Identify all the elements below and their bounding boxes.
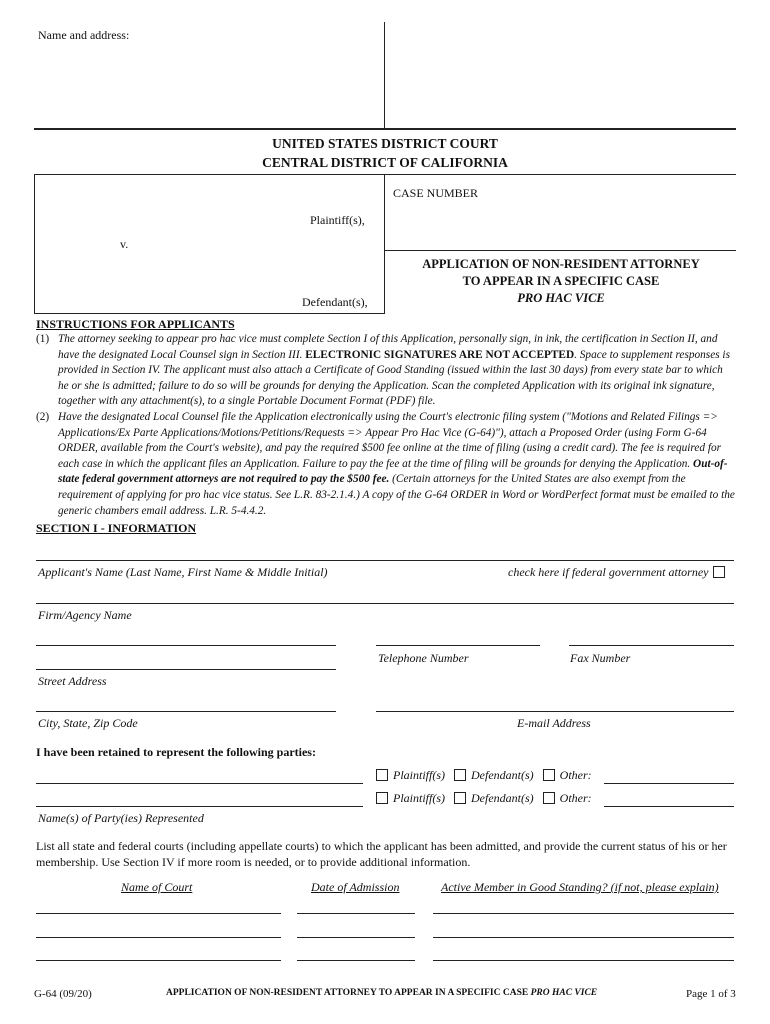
instruction-1-bold: ELECTRONIC SIGNATURES ARE NOT ACCEPTED — [305, 348, 575, 361]
col-name-of-court: Name of Court — [121, 880, 193, 894]
party-name-field-1[interactable] — [36, 783, 363, 784]
col-good-standing: Active Member in Good Standing? (if not, please explain) — [441, 880, 719, 894]
instructions-list — [36, 332, 736, 519]
caption-top-rule — [34, 174, 736, 175]
caption-left-border — [34, 174, 35, 314]
col-date-of-admission: Date of Admission — [311, 880, 400, 894]
city-state-zip-label: City, State, Zip Code — [38, 716, 138, 730]
street-address-line-1[interactable] — [36, 645, 336, 646]
versus-label: v. — [120, 237, 129, 251]
section-1-heading: SECTION I - INFORMATION — [36, 521, 197, 535]
court-name — [34, 134, 736, 172]
parties-represented-label: Name(s) of Party(ies) Represented — [38, 811, 204, 825]
telephone-label: Telephone Number — [378, 651, 469, 665]
instruction-number-1: (1) — [36, 333, 50, 345]
court-line-2: CENTRAL DISTRICT OF CALIFORNIA — [262, 155, 508, 170]
case-number-rule — [384, 250, 736, 251]
plaintiff-checkbox-1[interactable] — [376, 769, 388, 781]
instruction-2-text-b: (Certain attorneys for the United States are also exempt from the requirement of applying for pro hac vice status. See L.R. 83-2.1.4.) A copy of the G-64 ORDER in Word or WordPerfect format must be emailed to the generic chambers email address. L.R. 5-4.4.2. — [58, 473, 735, 517]
court-line-1: UNITED STATES DISTRICT COURT — [272, 136, 498, 151]
title-line-1: APPLICATION OF NON-RESIDENT ATTORNEY — [422, 257, 700, 271]
fax-field[interactable] — [569, 645, 734, 646]
email-field[interactable] — [376, 711, 734, 712]
party-row-1 — [376, 768, 592, 783]
defendants-label: Defendant(s), — [302, 295, 368, 309]
instruction-item-2 — [36, 410, 736, 519]
caption-divider — [384, 174, 385, 314]
case-number-label: CASE NUMBER — [393, 186, 479, 200]
street-address-line-2[interactable] — [36, 669, 336, 670]
instruction-item-1 — [36, 332, 736, 410]
good-standing-field-1[interactable] — [433, 913, 734, 914]
other-checkbox-1[interactable] — [543, 769, 555, 781]
defendant-label-2: Defendant(s) — [471, 791, 534, 805]
instruction-2-text-a: Have the designated Local Counsel file the Application electronically using the Court's electronic filing system ("Motions and Related Filings => Applications/Ex Parte Applications/Motions/Petitions/Requests => Appear Pro Hac Vice (G-64)"), attach a Proposed Order (using Form G-64 ORDER, available from the Court's website), and pay the required $500 fee online at the time of filing (using a credit card). The fee is required for each case in which the applicant files an Application. Failure to pay the fee at the time of filing will be grounds for denying the Application. — [58, 410, 722, 470]
instructions-heading: INSTRUCTIONS FOR APPLICANTS — [36, 317, 235, 331]
application-title — [386, 256, 736, 307]
instruction-1-text-b: . Space to supplement responses is provided in Section IV. The applicant must also attach a Certificate of Good Standing (issued within the last 30 days) from every state bar to which he or she is admitted; failure to do so will be grounds for denying the Application. Scan the completed Application with its original ink signature, together with any attachment(s), to a single Portable Document Format (PDF) file. — [58, 348, 730, 408]
header-rule — [34, 128, 736, 130]
federal-attorney-label: check here if federal government attorney — [508, 565, 709, 579]
telephone-field[interactable] — [376, 645, 540, 646]
other-field-2[interactable] — [604, 806, 734, 807]
applicant-name-field[interactable] — [36, 560, 734, 561]
footer-title — [166, 988, 597, 998]
court-name-field-2[interactable] — [36, 937, 281, 938]
city-state-zip-field[interactable] — [36, 711, 336, 712]
footer-form-id: G-64 (09/20) — [34, 988, 92, 1000]
federal-attorney-check[interactable] — [508, 565, 730, 580]
other-label-2: Other: — [559, 791, 592, 805]
defendant-checkbox-1[interactable] — [454, 769, 466, 781]
email-label: E-mail Address — [517, 716, 591, 730]
title-line-3: PRO HAC VICE — [517, 291, 605, 305]
fax-label: Fax Number — [570, 651, 631, 665]
plaintiff-label-1: Plaintiff(s) — [393, 768, 445, 782]
footer-title-text: APPLICATION OF NON-RESIDENT ATTORNEY TO APPEAR IN A SPECIFIC CASE — [166, 988, 529, 998]
instruction-2-bold: Out-of-state federal government attorneys are not required to pay the $500 fee. — [58, 457, 728, 486]
other-field-1[interactable] — [604, 783, 734, 784]
court-name-field-3[interactable] — [36, 960, 281, 961]
footer-page-number: Page 1 of 3 — [686, 988, 736, 1000]
good-standing-field-3[interactable] — [433, 960, 734, 961]
courts-intro: List all state and federal courts (including appellate courts) to which the applicant has been admitted, and provide the current status of his or her membership. Use Section IV if more room is needed, or to provide additional information. — [36, 839, 727, 869]
instruction-1-text-a: The attorney seeking to appear pro hac vice must complete Section I of this Application, personally sign, in ink, the certification in Section II, and have the designated Local Counsel sign in Section III. — [58, 333, 718, 361]
admission-date-field-3[interactable] — [297, 960, 415, 961]
header-divider — [384, 22, 385, 128]
admission-date-field-2[interactable] — [297, 937, 415, 938]
defendant-checkbox-2[interactable] — [454, 792, 466, 804]
footer-title-italic: PRO HAC VICE — [530, 988, 598, 998]
court-name-field-1[interactable] — [36, 913, 281, 914]
plaintiff-checkbox-2[interactable] — [376, 792, 388, 804]
firm-name-label: Firm/Agency Name — [38, 608, 132, 622]
admission-date-field-1[interactable] — [297, 913, 415, 914]
retained-label: I have been retained to represent the following parties: — [36, 745, 316, 759]
title-line-2: TO APPEAR IN A SPECIFIC CASE — [462, 274, 660, 288]
good-standing-field-2[interactable] — [433, 937, 734, 938]
other-label-1: Other: — [559, 768, 592, 782]
plaintiff-label-2: Plaintiff(s) — [393, 791, 445, 805]
party-name-field-2[interactable] — [36, 806, 363, 807]
federal-attorney-checkbox[interactable] — [713, 566, 725, 578]
street-address-label: Street Address — [38, 674, 107, 688]
caption-bottom-rule — [34, 313, 385, 314]
applicant-name-label: Applicant's Name (Last Name, First Name & Middle Initial) — [38, 565, 328, 579]
plaintiffs-label: Plaintiff(s), — [310, 213, 365, 227]
firm-name-field[interactable] — [36, 603, 734, 604]
other-checkbox-2[interactable] — [543, 792, 555, 804]
instruction-number-2: (2) — [36, 410, 50, 423]
defendant-label-1: Defendant(s) — [471, 768, 534, 782]
party-row-2 — [376, 791, 592, 806]
name-address-label: Name and address: — [38, 28, 130, 42]
